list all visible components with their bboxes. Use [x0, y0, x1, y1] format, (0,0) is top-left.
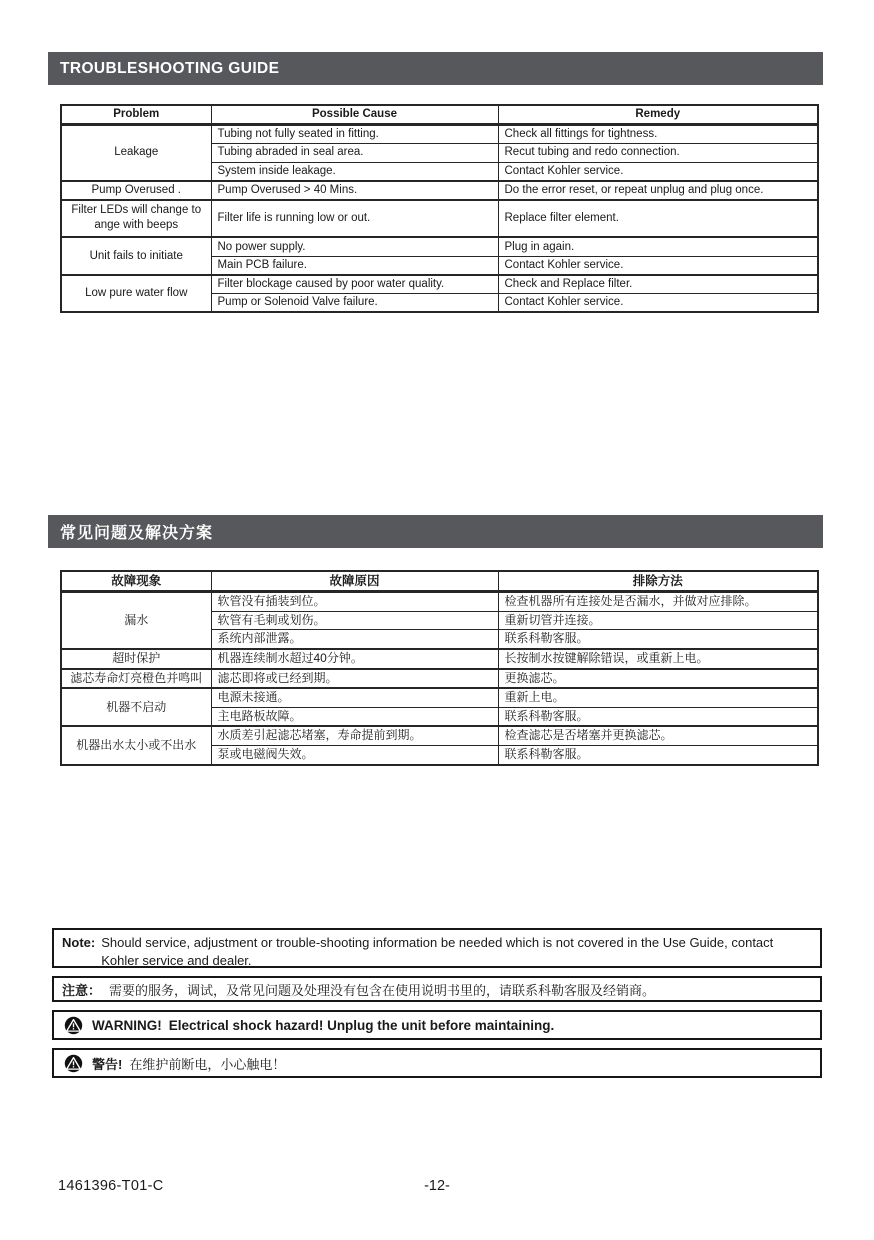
column-header-remedy-cn: 排除方法	[498, 571, 818, 592]
remedy-cell: 联系科勒客服。	[498, 707, 818, 726]
warning-icon	[64, 1016, 83, 1035]
table-row	[61, 592, 818, 612]
cause-cell: 软管没有插装到位。	[211, 592, 498, 612]
troubleshooting-table-en	[60, 104, 819, 313]
cause-cell: Main PCB failure.	[211, 257, 498, 275]
warning-box-en	[52, 1010, 822, 1040]
cause-cell: Filter life is running low or out.	[211, 200, 498, 237]
remedy-cell: Plug in again.	[498, 237, 818, 257]
section-title-cn: 常见问题及解决方案	[60, 525, 214, 542]
cause-cell: 水质差引起滤芯堵塞，寿命提前到期。	[211, 726, 498, 745]
note-box-cn	[52, 976, 822, 1002]
column-header-problem: Problem	[61, 105, 211, 124]
remedy-cell: Contact Kohler service.	[498, 294, 818, 312]
table-row	[61, 181, 818, 200]
column-header-remedy: Remedy	[498, 105, 818, 124]
remedy-cell: Recut tubing and redo connection.	[498, 143, 818, 162]
column-header-cause-cn: 故障原因	[211, 571, 498, 592]
remedy-cell: 重新上电。	[498, 688, 818, 707]
cause-cell: 主电路板故障。	[211, 707, 498, 726]
note-box-en	[52, 928, 822, 968]
remedy-cell: Do the error reset, or repeat unplug and plug once.	[498, 181, 818, 200]
table-row	[61, 649, 818, 669]
remedy-cell: Contact Kohler service.	[498, 162, 818, 180]
warning-label: WARNING!	[92, 1017, 162, 1033]
remedy-cell: 检查机器所有连接处是否漏水，并做对应排除。	[498, 592, 818, 612]
section-header-troubleshooting-guide	[48, 52, 823, 85]
section-header-faq-cn	[48, 515, 823, 548]
table-row	[61, 124, 818, 143]
remedy-cell: 重新切管并连接。	[498, 611, 818, 630]
remedy-cell: 长按制水按键解除错误，或重新上电。	[498, 649, 818, 669]
remedy-cell: Replace filter element.	[498, 200, 818, 237]
problem-cell: Low pure water flow	[61, 275, 211, 312]
remedy-cell: Check all fittings for tightness.	[498, 124, 818, 143]
table-header-row	[61, 571, 818, 592]
table-row	[61, 688, 818, 707]
remedy-cell: 联系科勒客服。	[498, 746, 818, 765]
note-text-cn: 需要的服务，调试，及常见问题及处理没有包含在使用说明书里的，请联系科勒客服及经销商。	[109, 982, 656, 998]
cause-cell: 电源未接通。	[211, 688, 498, 707]
page-number: -12-	[424, 1178, 450, 1194]
cause-cell: 机器连续制水超过40分钟。	[211, 649, 498, 669]
remedy-cell: Check and Replace filter.	[498, 275, 818, 293]
problem-cell: 机器不启动	[61, 688, 211, 726]
cause-cell: 滤芯即将或已经到期。	[211, 669, 498, 689]
document-code: 1461396-T01-C	[58, 1178, 164, 1194]
problem-cell: Unit fails to initiate	[61, 237, 211, 275]
problem-cell: Filter LEDs will change to ange with beeps	[61, 200, 211, 237]
problem-cell: Pump Overused .	[61, 181, 211, 200]
remedy-cell: 检查滤芯是否堵塞并更换滤芯。	[498, 726, 818, 745]
cause-cell: No power supply.	[211, 237, 498, 257]
cause-cell: 系统内部泄露。	[211, 630, 498, 649]
cause-cell: Filter blockage caused by poor water quality.	[211, 275, 498, 293]
cause-cell: System inside leakage.	[211, 162, 498, 180]
cause-cell: Pump or Solenoid Valve failure.	[211, 294, 498, 312]
cause-cell: Tubing abraded in seal area.	[211, 143, 498, 162]
table-row	[61, 669, 818, 689]
remedy-cell: 更换滤芯。	[498, 669, 818, 689]
remedy-cell: Contact Kohler service.	[498, 257, 818, 275]
table-header-row	[61, 105, 818, 124]
problem-cell: 机器出水太小或不出水	[61, 726, 211, 764]
cause-cell: Tubing not fully seated in fitting.	[211, 124, 498, 143]
table-row	[61, 200, 818, 237]
warning-box-cn	[52, 1048, 822, 1078]
remedy-cell: 联系科勒客服。	[498, 630, 818, 649]
problem-cell: 漏水	[61, 592, 211, 649]
section-title-en: TROUBLESHOOTING GUIDE	[60, 59, 280, 77]
table-row	[61, 726, 818, 745]
table-row	[61, 237, 818, 257]
warning-text-cn: 在维护前断电，小心触电！	[129, 1056, 286, 1072]
note-label-cn: 注意：	[62, 982, 102, 998]
table-row	[61, 275, 818, 293]
cause-cell: 软管有毛刺或划伤。	[211, 611, 498, 630]
column-header-problem-cn: 故障现象	[61, 571, 211, 592]
note-label: Note:	[62, 935, 96, 950]
column-header-cause: Possible Cause	[211, 105, 498, 124]
warning-label-cn: 警告!	[92, 1056, 123, 1072]
cause-cell: 泵或电磁阀失效。	[211, 746, 498, 765]
problem-cell: 超时保护	[61, 649, 211, 669]
troubleshooting-table-cn	[60, 570, 819, 766]
note-text: Should service, adjustment or trouble-shooting information be needed which is not covered in the Use Guide, contact Kohler service and dealer.	[101, 935, 774, 968]
cause-cell: Pump Overused > 40 Mins.	[211, 181, 498, 200]
warning-text: Electrical shock hazard! Unplug the unit before maintaining.	[168, 1017, 555, 1033]
warning-icon	[64, 1054, 83, 1073]
problem-cell: 滤芯寿命灯亮橙色并鸣叫	[61, 669, 211, 689]
problem-cell: Leakage	[61, 124, 211, 180]
